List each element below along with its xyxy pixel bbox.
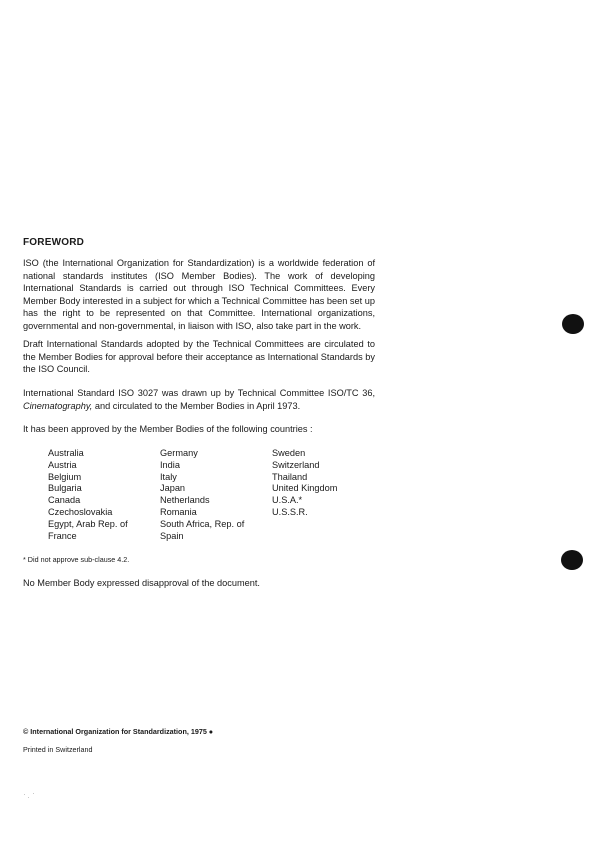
- standard-text-start: International Standard ISO 3027 was drawn up by Technical Committee ISO/TC 36,: [23, 388, 375, 398]
- country-item: Belgium: [48, 471, 82, 482]
- country-column-1: [48, 448, 160, 542]
- country-item: U.S.A.*: [272, 495, 303, 506]
- punch-hole-icon: [562, 314, 584, 334]
- country-item: India: [160, 459, 180, 470]
- foreword-paragraph-drafts: Draft International Standards adopted by the Technical Committees are circulated to the Member Bodies for approval before their acceptance as International Standards by the ISO Council.: [23, 339, 375, 375]
- country-item: Japan: [160, 483, 186, 494]
- country-item: Romania: [160, 506, 197, 517]
- country-item: Germany: [160, 448, 198, 458]
- country-item: Austria: [48, 459, 77, 470]
- disapproval-statement: No Member Body expressed disapproval of the document.: [23, 578, 260, 588]
- punch-hole-icon: [561, 550, 583, 570]
- standard-text-end: and circulated to the Member Bodies in April 1973.: [92, 400, 301, 411]
- country-item: South Africa, Rep. of: [160, 518, 245, 529]
- country-column-2: [160, 448, 272, 542]
- country-item: Thailand: [272, 471, 308, 482]
- country-item: Netherlands: [160, 495, 210, 506]
- country-item: Spain: [160, 530, 184, 541]
- country-item: France: [48, 530, 77, 541]
- committee-title: Cinematography,: [23, 400, 93, 411]
- country-item: Bulgaria: [48, 483, 82, 494]
- country-item: Canada: [48, 495, 81, 506]
- country-item: Switzerland: [272, 459, 320, 470]
- foreword-paragraph-standard: [23, 387, 375, 412]
- scan-speck: [28, 797, 29, 798]
- scan-speck: [24, 794, 25, 795]
- country-item: U.S.S.R.: [272, 506, 308, 517]
- foreword-heading: FOREWORD: [23, 237, 85, 248]
- footnote: * Did not approve sub-clause 4.2.: [23, 555, 130, 564]
- country-column-3: [272, 448, 384, 519]
- country-item: Sweden: [272, 448, 306, 458]
- country-item: Australia: [48, 448, 84, 458]
- scan-speck: [33, 793, 34, 794]
- foreword-paragraph-iso: ISO (the International Organization for Standardization) is a worldwide federation of national standards institutes (ISO Member Bodies). The work of developing International Standards is carried out through ISO Technical Committees. Every Member Body interested in a subject for which a Technical Committee has been set up has the right to be represented on that Committee. International organizations, governmental and non-governmental, in liaison with ISO, also take part in the work.: [23, 258, 375, 331]
- foreword-paragraph-approval: It has been approved by the Member Bodies of the following countries :: [23, 424, 313, 434]
- country-item: Egypt, Arab Rep. of: [48, 518, 128, 529]
- printed-in-line: Printed in Switzerland: [23, 745, 93, 754]
- country-item: United Kingdom: [272, 483, 338, 494]
- country-item: Czechoslovakia: [48, 506, 113, 517]
- country-item: Italy: [160, 471, 177, 482]
- copyright-line: © International Organization for Standardization, 1975 ●: [23, 727, 214, 736]
